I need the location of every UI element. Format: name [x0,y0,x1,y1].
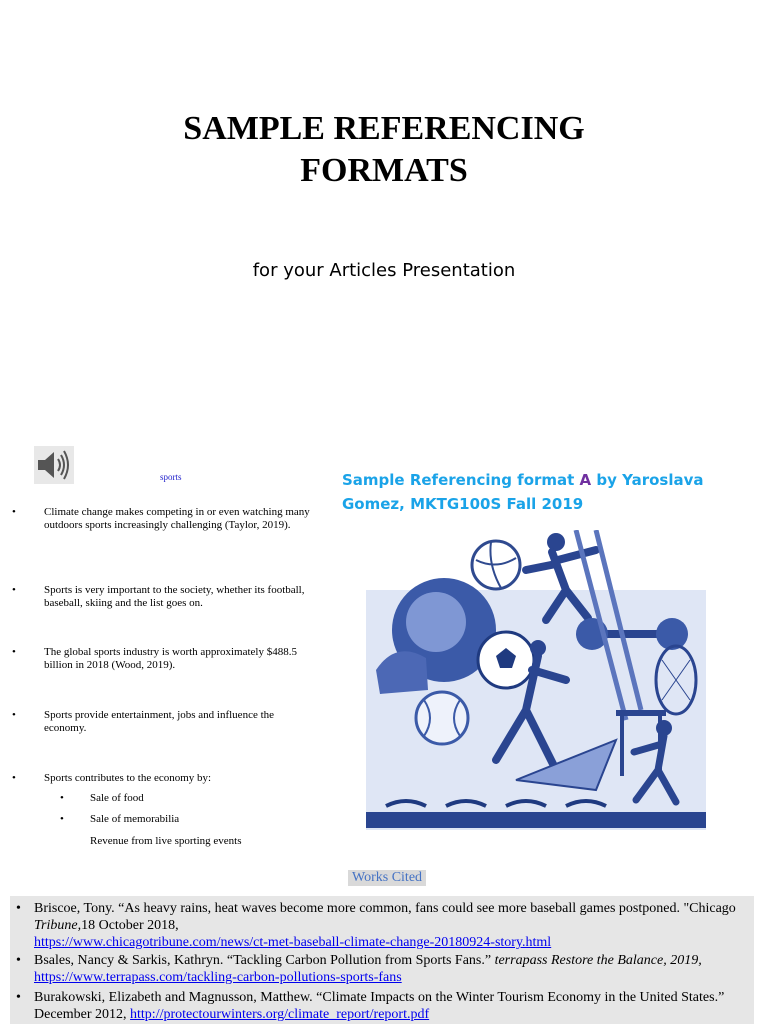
document-title [0,108,768,192]
speaker-icon[interactable] [34,446,74,484]
sports-link[interactable]: sports [160,472,182,482]
sports-collage-image [366,530,706,858]
works-cited-label: Works Cited [348,870,426,886]
bullet-text: Sports provide entertainment, jobs and influence the economy. [44,709,275,734]
bullet-text: Sports is very important to the society, whether its football, baseball, skiing and the list goes on. [44,584,305,609]
title-line-2: FORMATS [300,152,468,189]
reference-link[interactable]: https://www.chicagotribune.com/news/ct-met-baseball-climate-change-20180924-story.html [34,935,552,950]
title-line-1: SAMPLE REFERENCING [183,110,585,147]
reference-link[interactable]: https://www.terrapass.com/tackling-carbon-pollutions-sports-fans [34,970,402,985]
document-subtitle: for your Articles Presentation [252,260,516,281]
reference-link[interactable]: http://protectourwinters.org/climate_report/report.pdf [130,1007,430,1022]
bullet-text: Climate change makes competing in or even watching many outdoors sports increasingly challenging (Taylor, 2019). [44,506,310,531]
slide-heading: Sample Referencing format A by Yaroslava Gomez, MKTG100S Fall 2019 [342,471,704,513]
works-cited-list: • Briscoe, Tony. “As heavy rains, heat waves become more common, fans could see more baseball games postponed. "Chicago Tribune,18 October 2018, https://www.chicagotribune.com/news/ct-met-baseball-climate-change-20180924-story.html • Bsales, Nancy & Sarkis, Kathryn. “Tackling Carbon Pollution from Sports Fans.” terrapass Restore the Balance, 2019, https://www.terrapass.com/tackling-carbon-pollutions-sports-fans • Burakowski, Elizabeth and Magnusson, Matthew. “Climate Impacts on the Winter Tourism Economy in the United States.” December 2012, http://protectourwinters.org/climate_report/report.pdf [10,896,754,1024]
bullet-text: The global sports industry is worth approximately $488.5 billion in 2018 (Wood, 2019). [44,646,297,671]
bullet-text: Sports contributes to the economy by: [44,772,212,784]
